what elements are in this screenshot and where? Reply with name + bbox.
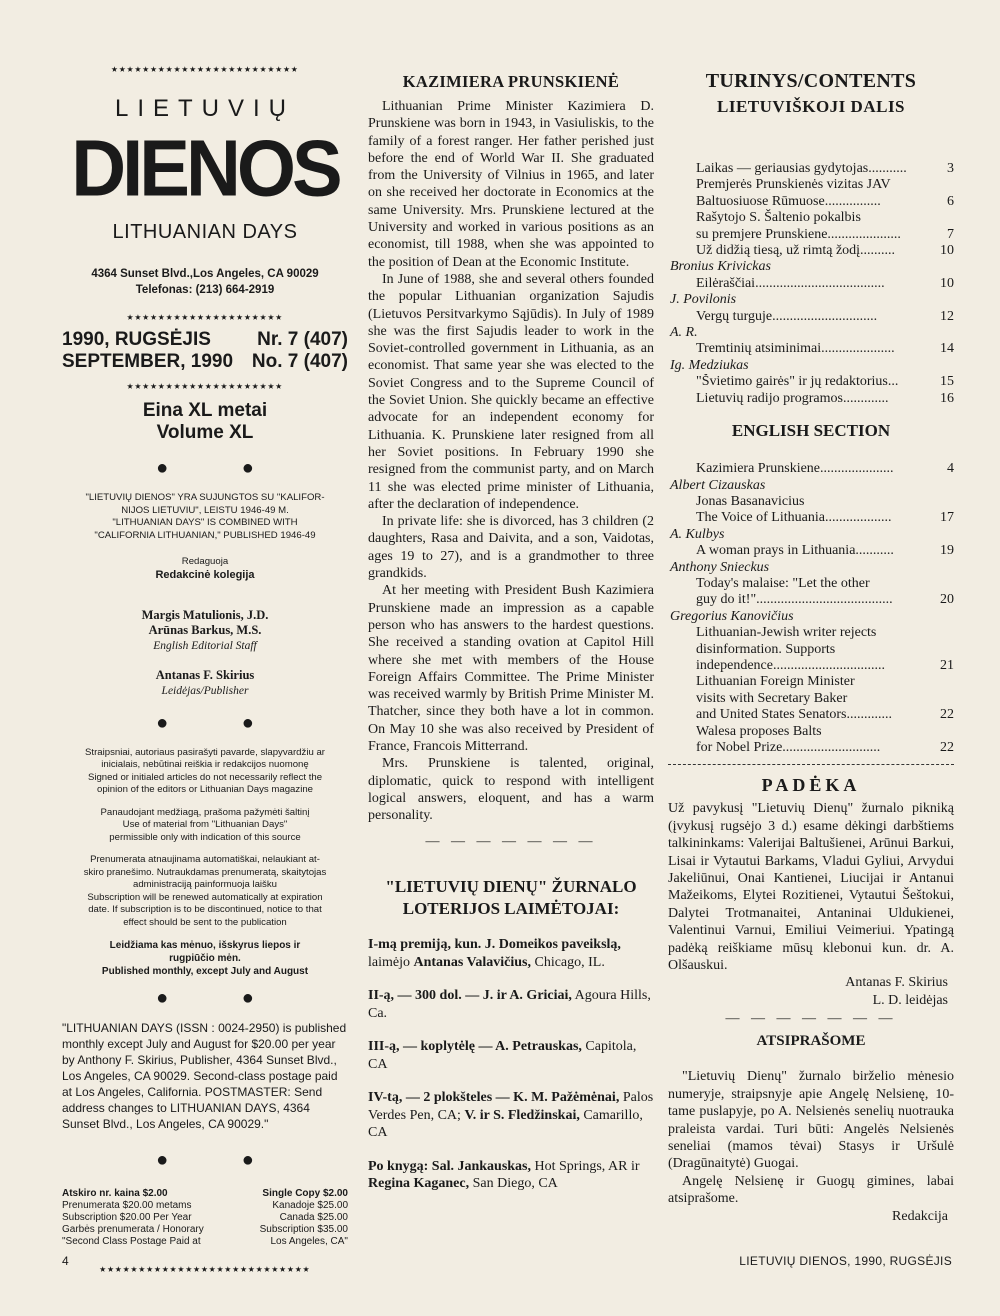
publisher-role: Leidėjas/Publisher [161,684,249,697]
toc-entry-page: 15 [940,374,954,390]
price-value: Los Angeles, CA" [270,1236,348,1247]
running-footer: LIETUVIŲ DIENOS, 1990, RUGSĖJIS [739,1254,952,1268]
apology-title: ATSIPRAŠOME [756,1033,866,1050]
winner-name: Antanas Valavičius, [413,954,531,970]
star-border-bottom: ★★★★★★★★★★★★★★★★★★★★★★★★★★★ [99,1262,311,1275]
lottery-winner [368,936,654,971]
edited-by: Redakcinė kolegija [155,568,255,581]
winner-place: Camarillo, CA [368,1107,643,1141]
toc-entry-page: 10 [940,275,954,291]
toc-entry-page: 12 [940,308,954,324]
notice-line: opinion of the editors or Lithuanian Days magazine [97,784,313,795]
toc-entry-title: Už didžią tiesą, už rimtą žodį.......... [696,243,896,259]
toc-entry-line: visits with Secretary Baker [696,690,848,706]
phone: Telefonas: (213) 664-2919 [135,284,275,296]
volume-en: Volume XL [156,422,254,443]
toc-entry [668,510,954,526]
toc-entry-page: 22 [940,740,954,755]
issue-en-number: No. 7 (407) [251,351,348,372]
article-column [368,0,654,1193]
toc-entry-line: Jonas Basanavicius [696,493,805,509]
winner-rest: Palos Verdes Pen, CA; [368,1090,654,1123]
star-border: ★★★★★★★★★★★★★★★★★★★★ [126,310,284,323]
winner-name: Regina Kaganec, [368,1176,470,1192]
toc-entry-page: 21 [940,657,954,673]
editor-role: English Editorial Staff [153,639,257,652]
lottery-winner [368,1038,654,1073]
padeka-signature: Antanas F. Skirius [845,975,948,991]
toc-entry-title: Lietuvių radijo programos............. [696,390,889,406]
winner-bold: Po knygą: Sal. Jankauskas, [368,1158,532,1174]
winner-rest: laimėjo [368,954,414,970]
toc-entry [668,543,954,559]
toc-entry-title: independence................................ [696,657,885,673]
winner-rest: Agoura Hills, Ca. [368,988,651,1021]
notice-line: permissible only with indication of this source [109,831,301,843]
english-section-title: ENGLISH SECTION [731,421,891,441]
merger-notice [62,492,348,542]
price-label: "Second Class Postage Paid at [62,1236,201,1247]
issue-lt-date: 1990, RUGSĖJIS [62,329,211,350]
toc-entry-title: Eilėraščiai..................................... [696,275,885,291]
toc-entry-title: "Švietimo gairės" ir jų redaktorius... [696,374,899,390]
toc-entry [668,309,954,325]
price-value: Subscription $35.00 [259,1224,348,1235]
contents-column [668,0,954,1225]
article-title: KAZIMIERA PRUNSKIENĖ [402,72,620,91]
source-notice [62,807,348,845]
price-label: Subscription $20.00 Per Year [62,1212,192,1223]
address: 4364 Sunset Blvd.,Los Angeles, CA 90029 [91,268,319,280]
toc-entry-line: Lithuanian-Jewish writer rejects [696,625,877,641]
masthead-dienos: DIENOS [71,123,339,214]
article-paragraph: Mrs. Prunskiene is talented, original, diplomatic, quick to respond with intelligent logical answers, eloquent, and has a warm personality. [368,756,654,824]
padeka-text: Už pavykusį "Lietuvių Dienų" žurnalo pikniką (įvykusį rugsėjo 3 d.) esame dėkingi darbštiems talkininkams: Valerijai Baltušienei, Arūnui Barkui, Lisai ir Vytautui Barkams, Vladui Gyliui, Arvydui Jakeliūnui, Onai Kantienei, Liucijai ir Antanui Mažeikoms, Elytei Rozitienei, Vytautui Šeštokui, Dalytei Trotmanaitei, Antaninai Uldukienei, Valentinui Varnui, Emiliui Veimeriui. Ypatingą padėką reiškiame mūsų klebonui kun. dr. A. Olšauskui. [668,801,954,974]
apology-text: Angelę Nelsienę ir Guogų gimines, labai atsiprašome. [668,1173,954,1207]
toc-author: Ig. Medziukas [670,357,749,373]
toc-entry [668,592,954,608]
padeka-title: PADĖKA [761,775,861,796]
price-row [62,1212,348,1224]
article-paragraph: In private life: she is divorced, has 3 children (2 daughters, Rasa and Daivita, and a son, Vaidotas, ages 19 to 27), and is a grandmother to three grandkids. [368,514,654,582]
toc-entry-line: Premjerės Prunskienės vizitas JAV [696,177,891,193]
issue-en [62,351,348,373]
issue-info [62,329,348,373]
schedule-line: Published monthly, except July and August [101,966,309,977]
apology-text: "Lietuvių Dienų" žurnalo birželio mėnesio numeryje, straipsnyje apie Angelę Nelsienę, 10-tame puslapyje, po A. Nelsienės senelių nuotrauka praleista vardai. Turi būti: Angelės Nelsienės seneliai (mamos tėvai) Stasys ir Uršulė (Dragūnaitytė) Guogai. [668,1069,954,1172]
price-row [62,1200,348,1212]
winner-rest: Capitola, CA [368,1039,637,1072]
notice-line: Prenumerata atnaujinama automatiškai, nelaukiant at- [90,854,320,865]
toc-entry [668,341,954,357]
toc-author: A. R. [670,325,698,341]
apology-signature: Redakcija [892,1208,948,1224]
authorship-notice [62,747,348,797]
price-label: Garbės prenumerata / Honorary [62,1224,204,1235]
lottery-title-line: "LIETUVIŲ DIENŲ" ŽURNALO [385,877,637,897]
section-separator: — — — — — — — [425,834,597,850]
publisher-name: Antanas F. Skirius [155,667,255,682]
toc-author: Gregorius Kanovičius [670,608,794,624]
contents-english [668,461,954,756]
toc-entry-page: 7 [947,226,954,242]
issue-lt [62,329,348,351]
toc-entry [668,461,954,477]
price-row [62,1188,348,1200]
winner-bold: IV-tą, — 2 plokšteles — K. M. Pažėmėnai, [368,1090,620,1106]
notice-line: administraciją painformuoja laišku [133,879,277,890]
bullet-divider: ● ● [156,711,288,734]
notice-line: Signed or initialed articles do not necessarily reflect the [87,771,323,783]
editor-name: Arūnas Barkus, M.S. [148,622,262,637]
winner-place: Chicago, IL. [530,954,605,970]
toc-author: J. Povilonis [670,292,737,308]
merger-line: "LITHUANIAN DAYS" IS COMBINED WITH [112,517,298,528]
winner-bold: II-ą, — 300 dol. — J. ir A. Griciai, [368,988,572,1004]
price-value: Canada $25.00 [279,1212,348,1223]
notice-line: date. If subscription is to be discontinued, notice to that [88,904,322,915]
toc-entry-page: 4 [947,461,954,477]
toc-entry-line: disinformation. Supports [696,641,836,657]
lottery-winner [368,1158,654,1193]
price-row [62,1236,348,1248]
contents-subtitle: LIETUVIŠKOJI DALIS [716,97,906,116]
toc-entry-title: Kazimiera Prunskiene..................... [696,461,894,477]
lottery-winners [368,936,654,1193]
editor-name: Margis Matulionis, J.D. [141,607,269,622]
toc-entry [668,243,954,259]
toc-entry [668,227,954,243]
schedule-line: rugpiūčio mėn. [169,953,241,964]
notice-line: Straipsniai, autoriaus pasirašyti pavarde, slapyvardžiu ar [85,746,325,758]
merger-line: "LIETUVIŲ DIENOS" YRA SUJUNGTOS SU "KALIFOR- [85,492,325,503]
toc-author: A. Kulbys [670,526,725,542]
toc-entry [668,740,954,756]
toc-entry [668,276,954,292]
merger-line: NIJOS LIETUVIU", LEISTU 1946-49 M. [121,504,289,516]
toc-entry [668,658,954,674]
star-border-top: ★★★★★★★★★★★★★★★★★★★★★★★★ [111,62,299,75]
lottery-winner [368,987,654,1022]
winner-name: V. ir S. Fledžinskai, [464,1107,580,1123]
contents-lithuanian [668,161,954,407]
toc-entry-page: 16 [940,390,954,406]
toc-entry [668,707,954,723]
edited-label: Redaguoja [181,556,229,567]
notice-line: Use of material from "Lithuanian Days" [122,819,288,830]
winner-rest: Hot Springs, AR ir [531,1158,640,1174]
toc-entry-title: A woman prays in Lithuania........... [696,543,894,559]
volume-lt: Eina XL metai [142,400,268,421]
toc-author: Albert Cizauskas [670,477,766,493]
notice-line: effect should be sent to the publication [123,916,287,928]
toc-entry-page: 20 [940,592,954,608]
winner-bold: III-ą, — koplytėlę — A. Petrauskas, [368,1039,582,1055]
masthead-column [62,0,348,1275]
lottery-title [368,876,654,920]
bullet-divider: ● ● [156,987,288,1009]
price-row [62,1224,348,1236]
lottery-title-line: LOTERIJOS LAIMĖTOJAI: [402,899,620,919]
contents-title: TURINYS/CONTENTS [705,70,917,92]
issue-lt-number: Nr. 7 (407) [257,329,348,350]
toc-entry [668,374,954,390]
padeka-signature-role: L. D. leidėjas [872,992,948,1008]
toc-entry-line: Lithuanian Foreign Minister [696,674,855,690]
toc-entry-page: 10 [940,243,954,259]
section-separator: — — — — — — — [725,1011,897,1027]
toc-entry-page: 3 [947,161,954,176]
article-paragraph: At her meeting with President Bush Kazimiera Prunskiene made an impression as a capable person who has answers to the hardest questions. She received a standing ovation at Capitol Hill where she met with members of the House Foreign Affairs Committee. The Prime Minister was received warmly by British Prime Minister M. Thatcher, since they both have a lot in common. On May 10 she was also received by President of France, Francois Mitterrand. [368,583,654,754]
article-paragraph: Lithuanian Prime Minister Kazimiera D. Prunskiene was born in 1943, in Vasiuliskis, to the family of a forest ranger. Her father perished just before the end of World War II. She graduated from the University of Vilnius in 1965, and later on she received her doctorate in Economics at the same University. Mrs. Prunskiene lectured at the University and worked in various positions as an economist, till 1988, when she was appointed to the position of Dean at the Economic Institute. [368,99,654,270]
bullet-divider: ● ● [156,457,288,479]
publication-schedule [62,939,348,978]
toc-entry-line: Rašytojo S. Šaltenio pokalbis [696,210,861,226]
toc-entry-title: and United States Senators............. [696,707,892,723]
toc-entry-title: The Voice of Lithuania................... [696,510,892,526]
notice-line: skiro pranešimo. Nutraukdamas prenumeratą, skaitytojas [83,866,327,878]
toc-entry-title: Baltuosiuose Rūmuose................ [696,193,881,209]
subscription-notice [62,854,348,929]
toc-entry [668,194,954,210]
divider [668,764,954,765]
masthead-lietuviu: LIETUVIŲ [114,95,296,122]
toc-entry-page: 22 [940,707,954,723]
price-label: Atskiro nr. kaina $2.00 [62,1188,168,1199]
bullet-divider: ● ● [156,1149,288,1171]
schedule-line: Leidžiama kas mėnuo, išskyrus liepos ir [109,940,301,951]
article-paragraph: In June of 1988, she and several others founded the popular Lithuanian organization Sajudis (Lietuvos Persitvarkymo Sąjūdis). In July of 1989 she was the first Sajudis leader to work in the Soviet-controlled government in Lithuania, as an economist. That same year she was elected to the Soviet Congress and to the Supreme Council of the Soviet Union. She quickly became an effective advocate for an independent economy for Lithuania. K. Prunskiene later resigned from all her Soviet positions. In February 1990 she resigned from the communist party, and on March 11 she was elected prime minister of Lithuania, after the declaration of independence. [368,271,654,512]
lottery-winner [368,1089,654,1142]
toc-entry-title: guy do it!"....................................... [696,592,893,608]
notice-line: inicialais, nebūtinai reiškia ir redakcijos nuomonę [101,759,309,770]
toc-entry-title: su premjere Prunskiene..................... [696,226,901,242]
price-label: Prenumerata $20.00 metams [62,1200,192,1211]
notice-line: Panaudojant medžiagą, prašoma pažymėti šaltinį [100,806,310,818]
star-border: ★★★★★★★★★★★★★★★★★★★★ [126,379,284,392]
toc-entry [668,391,954,407]
toc-entry [668,161,954,177]
price-table [62,1188,348,1248]
toc-entry-page: 19 [940,543,954,559]
toc-entry-title: Vergų turguje.............................. [696,308,878,324]
winner-place: San Diego, CA [469,1176,558,1192]
price-value: Single Copy $2.00 [262,1188,348,1199]
toc-entry-line: Walesa proposes Balts [696,723,822,739]
issue-en-date: SEPTEMBER, 1990 [62,351,234,372]
toc-author: Bronius Krivickas [670,259,771,275]
editorial-staff [62,608,348,699]
address-block [62,266,348,298]
issn-statement: "LITHUANIAN DAYS (ISSN : 0024-2950) is published monthly except July and August for $20.00 per year by Anthony F. Skirius, Publisher, 4364 Sunset Blvd., Los Angeles, CA 90029. Second-class postage paid at Los Angeles, California. POSTMASTER: Send address changes to LITHUANIAN DAYS, 4364 Sunset Blvd., Los Angeles, CA 90029." [62,1021,347,1131]
toc-author: Anthony Snieckus [670,559,770,575]
page-number: 4 [62,1254,69,1268]
toc-entry-line: Today's malaise: "Let the other [696,575,870,591]
toc-entry-title: for Nobel Prize............................ [696,740,881,755]
price-value: Kanadoje $25.00 [272,1200,348,1211]
toc-entry-page: 6 [947,193,954,209]
winner-bold: I-mą premiją, kun. J. Domeikos paveikslą, [368,937,621,953]
toc-entry-title: Laikas — geriausias gydytojas........... [696,161,907,176]
toc-entry-page: 14 [940,341,954,357]
toc-entry-title: Tremtinių atsiminimai..................... [696,341,895,357]
notice-line: Subscription will be renewed automatically at expiration [87,891,323,903]
masthead-english: LITHUANIAN DAYS [112,221,298,243]
toc-entry-page: 17 [940,510,954,526]
merger-line: "CALIFORNIA LITHUANIAN," PUBLISHED 1946-49 [94,529,316,541]
